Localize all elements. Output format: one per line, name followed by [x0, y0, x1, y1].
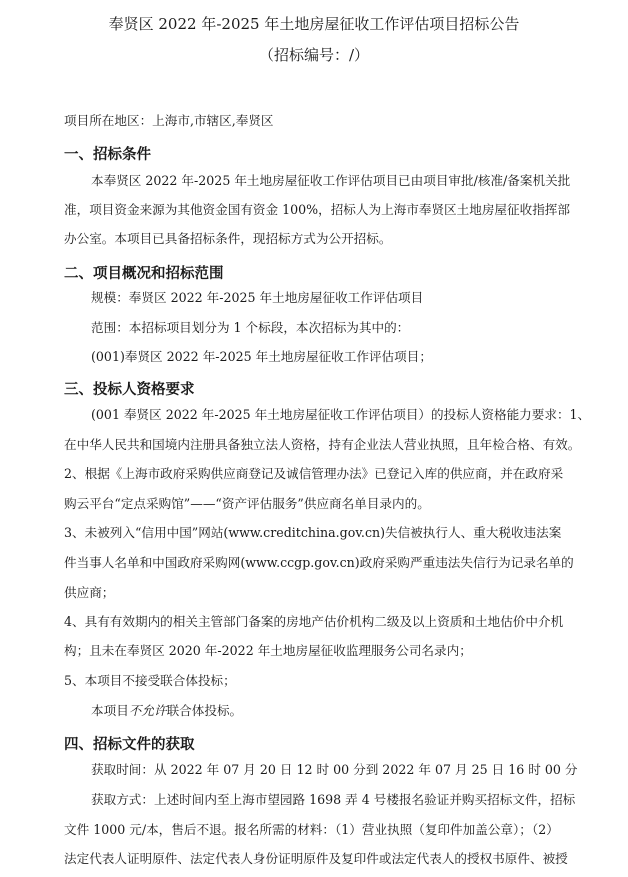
s2-line-2: 范围：本招标项目划分为 1 个标段，本次招标为其中的：	[91, 320, 410, 335]
s1-line-2: 准，项目资金来源为其他资金国有资金 100%，招标人为上海市奉贤区土地房屋征收指挥部	[64, 202, 570, 217]
s1-line-1: 本奉贤区 2022 年-2025 年土地房屋征收工作评估项目已由项目审批/核准/备案机关批	[91, 173, 571, 188]
doc-subtitle: （招标编号：/）	[258, 46, 370, 64]
s3-line-1: (001 奉贤区 2022 年-2025 年土地房屋征收工作评估项目）的投标人资格能力要求：1、	[91, 407, 591, 422]
s3-line-6: 件当事人名单和中国政府采购网(www.ccgp.gov.cn)政府采购严重违法失信行为记录名单的	[64, 555, 574, 570]
section-1-heading: 一、招标条件	[64, 147, 151, 163]
s1-line-3: 办公室。本项目已具备招标条件，现招标方式为公开招标。	[64, 231, 392, 246]
s3-line-10: 5、本项目不接受联合体投标；	[64, 673, 236, 688]
joint-bid-emphasis: 不允许	[128, 703, 167, 718]
s2-line-3: (001)奉贤区 2022 年-2025 年土地房屋征收工作评估项目；	[91, 349, 432, 364]
joint-bid-pre: 本项目	[91, 703, 129, 718]
s3-line-3: 2、根据《上海市政府采购供应商登记及诚信管理办法》已登记入库的供应商，并在政府采	[64, 466, 564, 481]
doc-title: 奉贤区 2022 年-2025 年土地房屋征收工作评估项目招标公告	[108, 15, 520, 33]
region-line: 项目所在地区：上海市,市辖区,奉贤区	[64, 113, 274, 128]
joint-bid-post: 联合体投标。	[166, 703, 243, 718]
s3-line-2: 在中华人民共和国境内注册具备独立法人资格，持有企业法人营业执照，且年检合格、有效。	[64, 437, 581, 452]
s3-line-7: 供应商；	[64, 585, 115, 600]
joint-bid-line	[91, 705, 242, 718]
s3-line-5: 3、未被列入“信用中国”网站(www.creditchina.gov.cn)失信被执行人、重大税收违法案	[64, 525, 562, 540]
s4-line-2: 获取方式：上述时间内至上海市望园路 1698 弄 4 号楼报名验证并购买招标文件，招标	[91, 792, 576, 807]
s3-line-8: 4、具有有效期内的相关主管部门备案的房地产估价机构二级及以上资质和土地估价中介机	[64, 614, 564, 629]
s4-line-4: 法定代表人证明原件、法定代表人身份证明原件及复印件或法定代表人的授权书原件、被授	[64, 851, 568, 866]
s4-line-1: 获取时间：从 2022 年 07 月 20 日 12 时 00 分到 2022 年 07 月 25 日 16 时 00 分	[91, 762, 578, 777]
s3-line-9: 构；且未在奉贤区 2020 年-2022 年土地房屋征收监理服务公司名录内；	[64, 643, 472, 658]
section-4-heading: 四、招标文件的获取	[64, 737, 195, 753]
s2-line-1: 规模：奉贤区 2022 年-2025 年土地房屋征收工作评估项目	[91, 290, 424, 305]
s3-line-4: 购云平台“定点采购馆”——“资产评估服务”供应商名单目录内的。	[64, 496, 430, 511]
section-2-heading: 二、项目概况和招标范围	[64, 266, 224, 282]
section-3-heading: 三、投标人资格要求	[64, 382, 195, 398]
s4-line-3: 文件 1000 元/本，售后不退。报名所需的材料：（1）营业执照（复印件加盖公章）；（2）	[64, 822, 559, 837]
